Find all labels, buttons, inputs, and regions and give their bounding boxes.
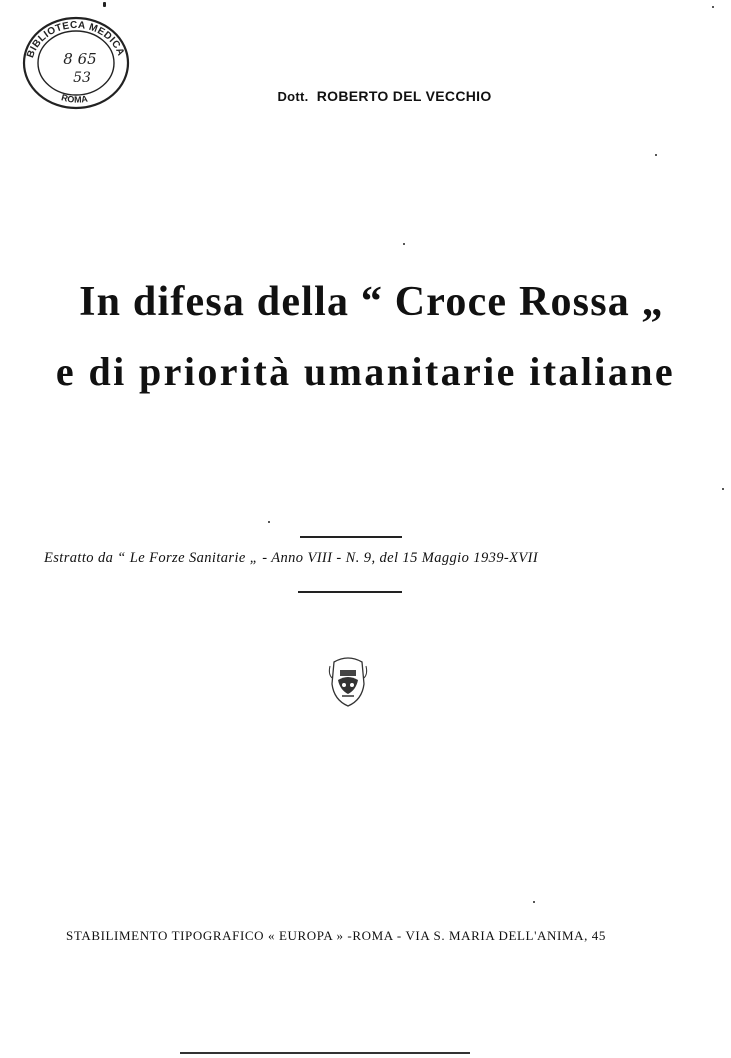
scan-speck [533,901,535,903]
title-line-1: In difesa della “ Croce Rossa „ [79,279,664,325]
author-prefix: Dott. [277,89,309,104]
printer-imprint: STABILIMENTO TIPOGRAFICO « EUROPA » -ROMA - VIA S. MARIA DELL'ANIMA, 45 [66,928,606,943]
stamp-ring-text: BIBLIOTECA MEDICA [25,19,127,60]
printer-emblem-icon [326,654,370,708]
scan-speck [712,6,714,8]
scan-speck [103,2,106,7]
author-name: ROBERTO DEL VECCHIO [316,88,492,104]
page-edge-line [180,1052,470,1054]
title-line-2: e di priorità umanitarie italiane [55,349,676,394]
extract-citation: Estratto da “ Le Forze Sanitarie „ - Anno VIII - N. 9, del 15 Maggio 1939-XVII [44,550,539,566]
stamp-handwritten-shelfmark: 8 65 [63,50,97,68]
scan-speck [722,488,724,490]
divider-top [300,536,402,538]
scan-speck [655,154,657,156]
scan-speck [403,243,405,245]
author-line [0,88,731,104]
stamp-handwritten-number: 53 [73,70,91,86]
divider-bottom [298,591,402,593]
stamp-bottom-text: ROMA [60,92,89,105]
scan-speck [268,521,270,523]
